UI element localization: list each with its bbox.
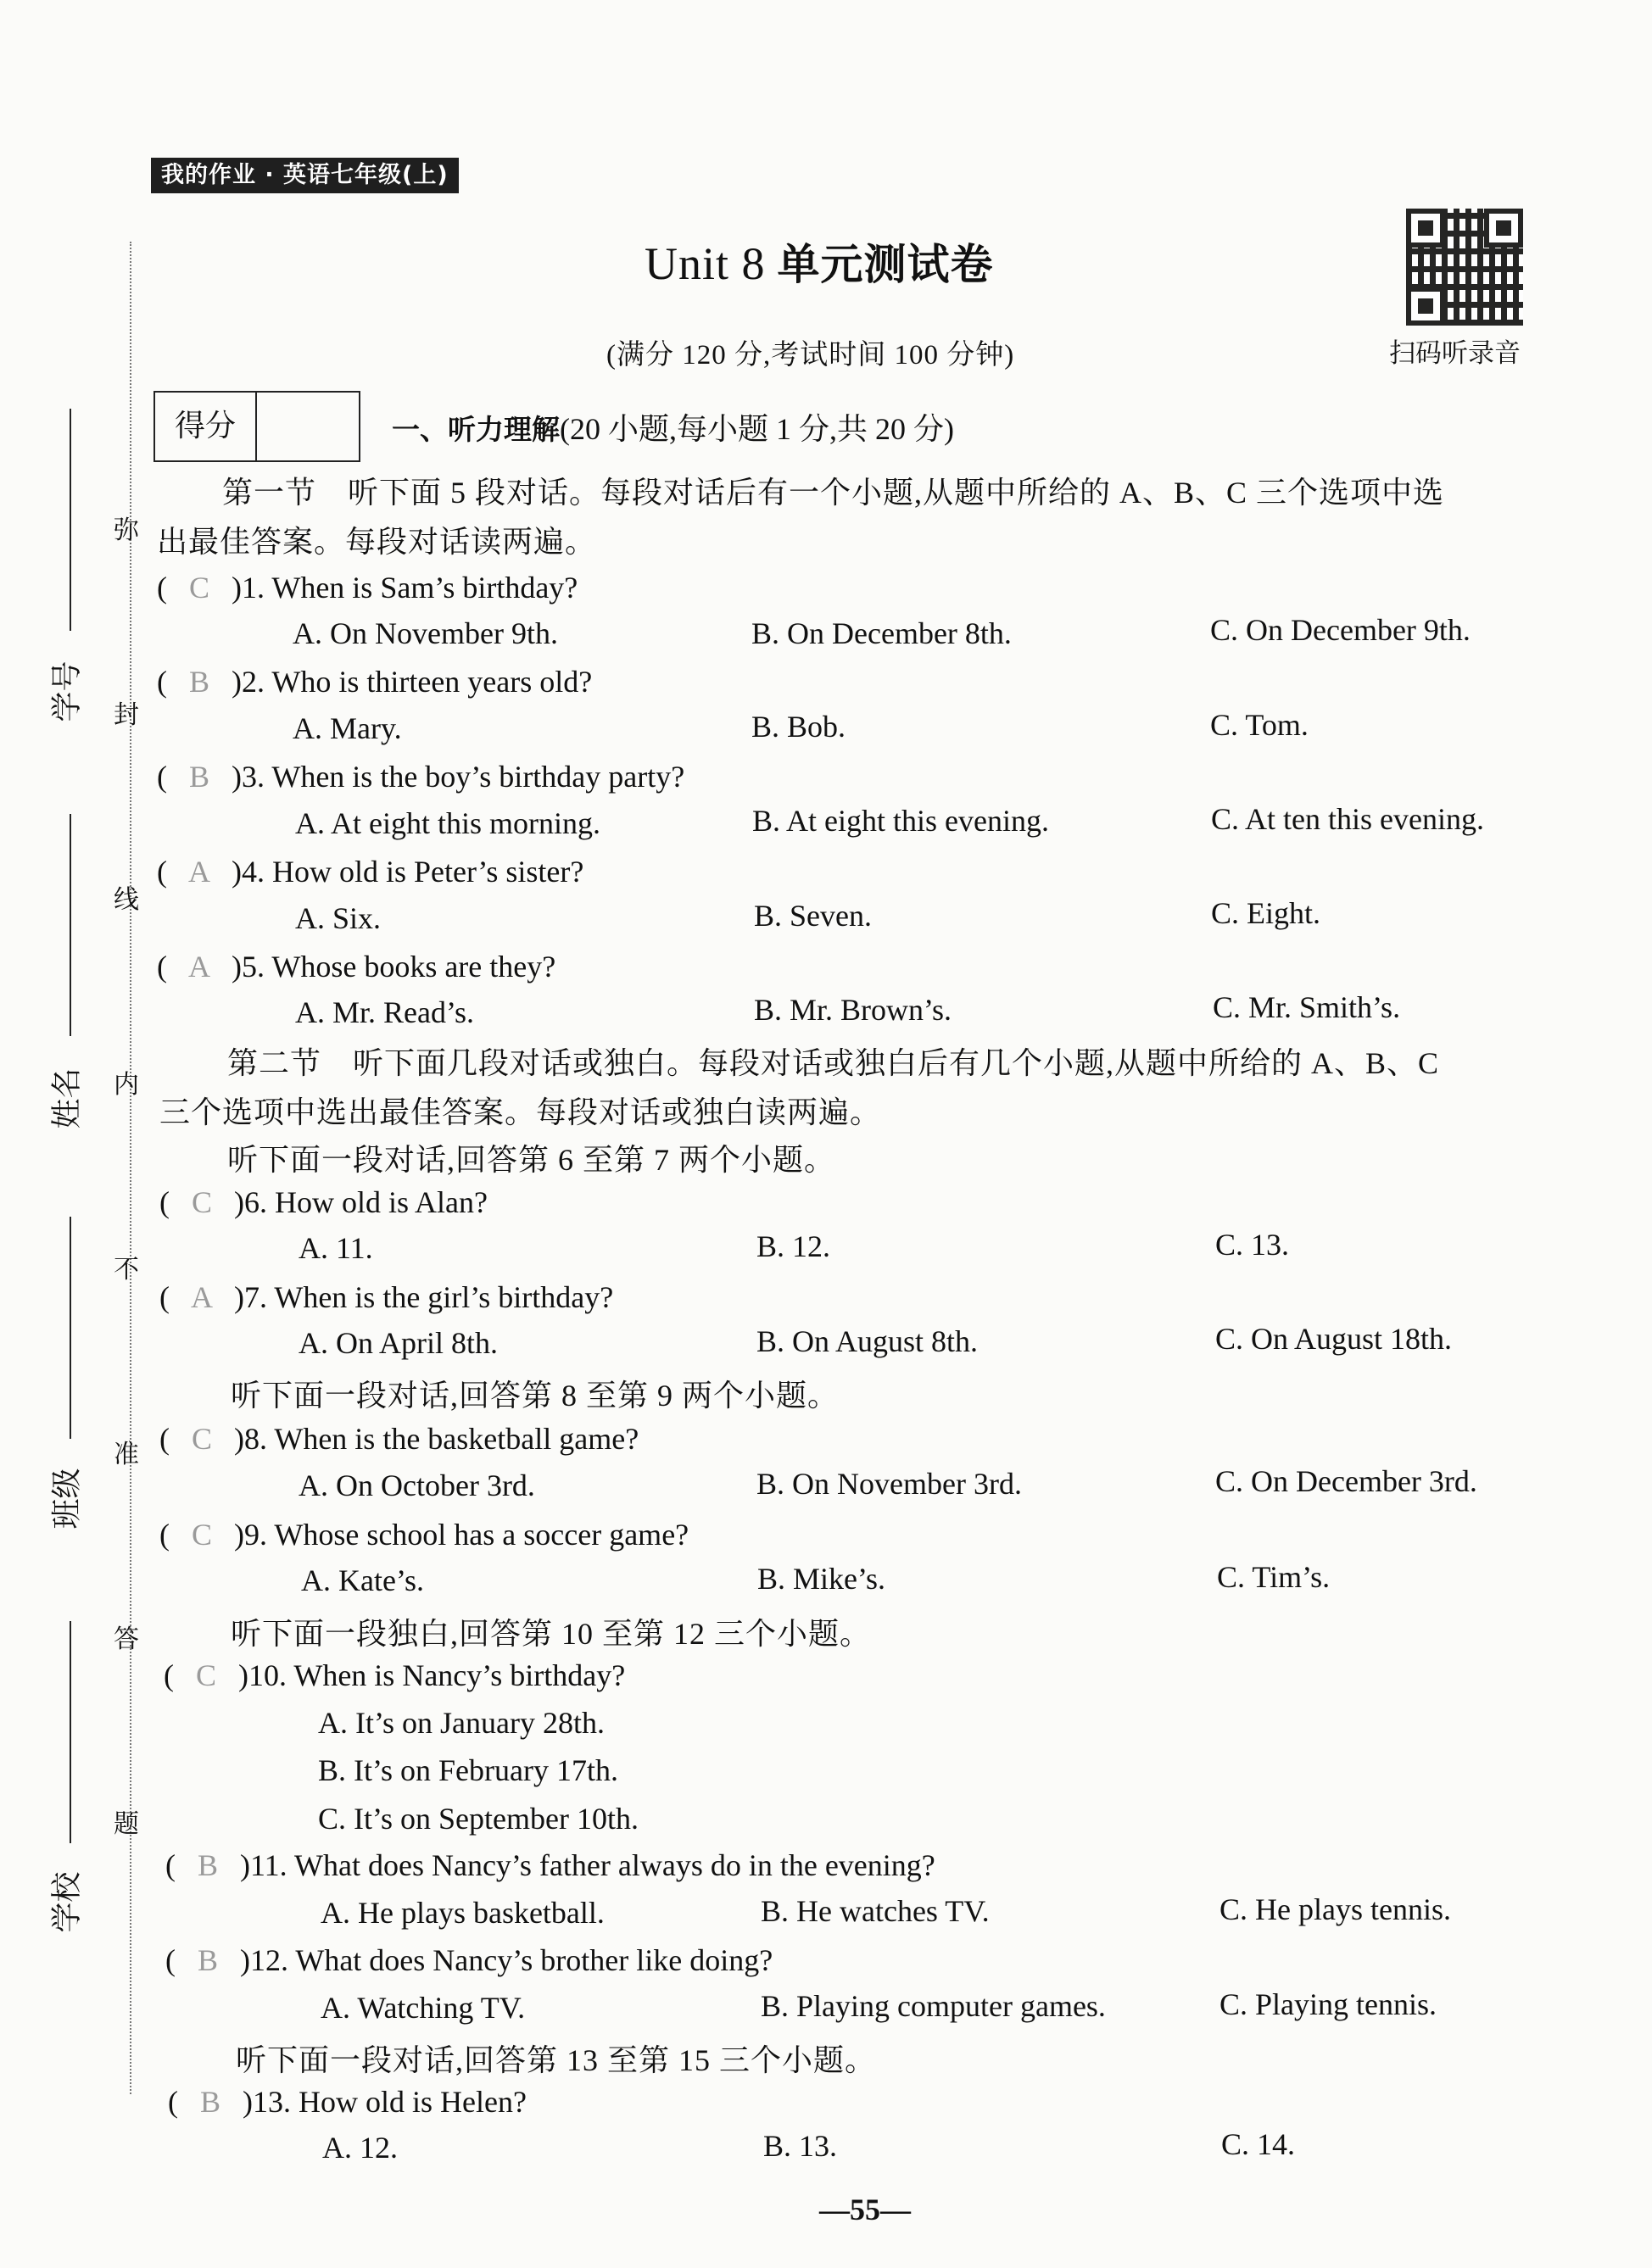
question-row: ( C )1. When is Sam’s birthday?: [157, 571, 578, 605]
option-a: A. It’s on January 28th.: [318, 1706, 605, 1740]
question-row: ( A )7. When is the girl’s birthday?: [159, 1280, 614, 1314]
option-c: C. Tim’s.: [1217, 1560, 1331, 1594]
name-label: 姓名: [49, 1067, 85, 1129]
student-id-line[interactable]: [70, 409, 71, 631]
option-a: A. He plays basketball.: [321, 1896, 605, 1930]
option-b: B. 12.: [756, 1229, 831, 1263]
part2-instruction-cont: 三个选项中选出最佳答案。每段对话或独白读两遍。: [159, 1095, 882, 1129]
option-a: A. 12.: [322, 2131, 398, 2165]
question-text: 2. Who is thirteen years old?: [242, 665, 593, 699]
binding-char: 准: [114, 1440, 139, 1469]
option-c: C. On December 3rd.: [1215, 1464, 1477, 1498]
student-id-label: 学号: [49, 660, 85, 722]
option-a: A. At eight this morning.: [295, 806, 600, 840]
title-cn: 单元测试卷: [777, 240, 994, 289]
binding-char: 弥: [114, 515, 139, 545]
question-text: 11. What does Nancy’s father always do in the evening?: [250, 1848, 935, 1882]
group-instruction: 听下面一段对话,回答第 8 至第 9 两个小题。: [231, 1379, 840, 1413]
question-row: ( B )12. What does Nancy’s brother like doing?: [165, 1943, 773, 1977]
option-a: A. On April 8th.: [299, 1326, 499, 1360]
question-text: 3. When is the boy’s birthday party?: [242, 760, 685, 794]
page-number: —55—: [819, 2193, 911, 2226]
option-b: B. He watches TV.: [761, 1894, 990, 1928]
question-row: ( B )13. How old is Helen?: [168, 2085, 527, 2119]
binding-char: 题: [114, 1809, 139, 1839]
section-heading-rest: (20 小题,每小题 1 分,共 20 分): [560, 412, 954, 446]
page-title: [645, 231, 994, 292]
option-b: B. Seven.: [754, 899, 872, 933]
option-a: A. On November 9th.: [293, 616, 558, 650]
question-text: 6. How old is Alan?: [244, 1185, 488, 1219]
option-c: C. 13.: [1215, 1228, 1290, 1262]
option-a: A. Watching TV.: [321, 1991, 526, 2025]
binding-char: 封: [114, 700, 139, 730]
option-b: B. Bob.: [751, 710, 846, 744]
section-heading: [392, 405, 954, 449]
answer-mark[interactable]: A: [188, 950, 210, 984]
answer-mark[interactable]: B: [199, 2085, 220, 2119]
class-line[interactable]: [70, 1217, 71, 1439]
option-a: A. Mr. Read’s.: [295, 995, 474, 1029]
part1-instruction-cont: 出最佳答案。每段对话读两遍。: [157, 525, 597, 559]
option-c: C. At ten this evening.: [1211, 802, 1484, 836]
option-b: B. Mr. Brown’s.: [754, 993, 952, 1027]
score-label: 得分: [155, 393, 257, 460]
option-c: C. He plays tennis.: [1219, 1892, 1451, 1926]
binding-char: 答: [114, 1624, 139, 1654]
question-text: 13. How old is Helen?: [253, 2085, 527, 2119]
answer-mark[interactable]: B: [197, 1943, 218, 1977]
question-text: 4. How old is Peter’s sister?: [242, 855, 584, 889]
answer-mark[interactable]: C: [191, 1185, 212, 1219]
option-c: C. It’s on September 10th.: [318, 1802, 639, 1836]
option-c: C. Tom.: [1210, 708, 1309, 742]
qr-code-image[interactable]: [1406, 209, 1523, 326]
answer-mark[interactable]: A: [188, 855, 210, 889]
question-row: ( A )5. Whose books are they?: [157, 950, 556, 984]
answer-mark[interactable]: B: [188, 760, 209, 794]
book-header-band: 我的作业 · 英语七年级(上): [151, 158, 459, 193]
option-c: C. Eight.: [1211, 896, 1321, 930]
qr-finder-mark: [1406, 287, 1445, 326]
group-instruction: 听下面一段对话,回答第 6 至第 7 两个小题。: [227, 1143, 836, 1177]
option-a: A. Mary.: [293, 711, 402, 745]
question-row: ( C )10. When is Nancy’s birthday?: [164, 1658, 626, 1692]
answer-mark[interactable]: C: [188, 571, 209, 605]
question-row: ( B )3. When is the boy’s birthday party?: [157, 760, 685, 794]
binding-char: 内: [114, 1070, 139, 1100]
question-text: 1. When is Sam’s birthday?: [242, 571, 578, 605]
option-b: B. At eight this evening.: [752, 804, 1049, 838]
name-line[interactable]: [70, 814, 71, 1036]
question-row: ( C )6. How old is Alan?: [159, 1185, 488, 1219]
option-c: C. Mr. Smith’s.: [1213, 990, 1401, 1024]
answer-mark[interactable]: B: [197, 1848, 218, 1882]
question-text: 8. When is the basketball game?: [244, 1422, 639, 1456]
title-unit: Unit 8: [645, 238, 766, 289]
answer-mark[interactable]: C: [191, 1518, 212, 1552]
group-instruction: 听下面一段独白,回答第 10 至第 12 三个小题。: [231, 1617, 872, 1651]
answer-mark[interactable]: A: [191, 1280, 213, 1314]
score-box: [153, 391, 360, 462]
question-row: ( C )9. Whose school has a soccer game?: [159, 1518, 689, 1552]
option-b: B. On December 8th.: [751, 616, 1012, 650]
question-text: 7. When is the girl’s birthday?: [244, 1280, 614, 1314]
question-text: 9. Whose school has a soccer game?: [244, 1518, 689, 1552]
group-instruction: 听下面一段对话,回答第 13 至第 15 三个小题。: [236, 2043, 877, 2077]
qr-finder-mark: [1484, 209, 1523, 248]
question-text: 10. When is Nancy’s birthday?: [248, 1658, 626, 1692]
option-b: B. Mike’s.: [757, 1562, 886, 1596]
part1-instruction: 第一节 听下面 5 段对话。每段对话后有一个小题,从题中所给的 A、B、C 三个选项中选: [222, 476, 1445, 510]
option-c: C. Playing tennis.: [1219, 1987, 1437, 2021]
option-a: A. Kate’s.: [301, 1563, 424, 1597]
answer-mark[interactable]: C: [195, 1658, 216, 1692]
part2-instruction: 第二节 听下面几段对话或独白。每段对话或独白后有几个小题,从题中所给的 A、B、C: [227, 1046, 1440, 1080]
option-c: C. 14.: [1221, 2127, 1296, 2161]
option-c: C. On August 18th.: [1215, 1322, 1453, 1356]
option-b: B. On November 3rd.: [756, 1467, 1022, 1501]
question-row: ( C )8. When is the basketball game?: [159, 1422, 639, 1456]
class-label: 班级: [49, 1468, 85, 1530]
school-line[interactable]: [70, 1621, 71, 1843]
section-heading-bold: 一、听力理解: [392, 413, 560, 446]
binding-char: 线: [114, 885, 139, 915]
qr-finder-mark: [1406, 209, 1445, 248]
qr-caption: 扫码听录音: [1389, 338, 1521, 369]
school-label: 学校: [49, 1871, 85, 1933]
answer-mark[interactable]: C: [191, 1422, 212, 1456]
option-b: B. On August 8th.: [756, 1324, 979, 1358]
question-text: 12. What does Nancy’s brother like doing?: [250, 1943, 773, 1977]
exam-subtitle: (满分 120 分,考试时间 100 分钟): [606, 340, 1015, 371]
question-row: ( B )11. What does Nancy’s father always do in the evening?: [165, 1848, 935, 1882]
question-row: ( B )2. Who is thirteen years old?: [157, 665, 593, 699]
option-a: A. 11.: [299, 1231, 373, 1265]
answer-mark[interactable]: B: [188, 665, 209, 699]
option-c: C. On December 9th.: [1210, 613, 1471, 647]
option-a: A. On October 3rd.: [299, 1468, 535, 1502]
binding-char: 不: [114, 1255, 139, 1284]
option-a: A. Six.: [295, 901, 382, 935]
question-text: 5. Whose books are they?: [242, 950, 556, 984]
question-row: ( A )4. How old is Peter’s sister?: [157, 855, 584, 889]
option-b: B. It’s on February 17th.: [318, 1753, 618, 1787]
option-b: B. 13.: [763, 2129, 838, 2163]
option-b: B. Playing computer games.: [761, 1989, 1106, 2023]
